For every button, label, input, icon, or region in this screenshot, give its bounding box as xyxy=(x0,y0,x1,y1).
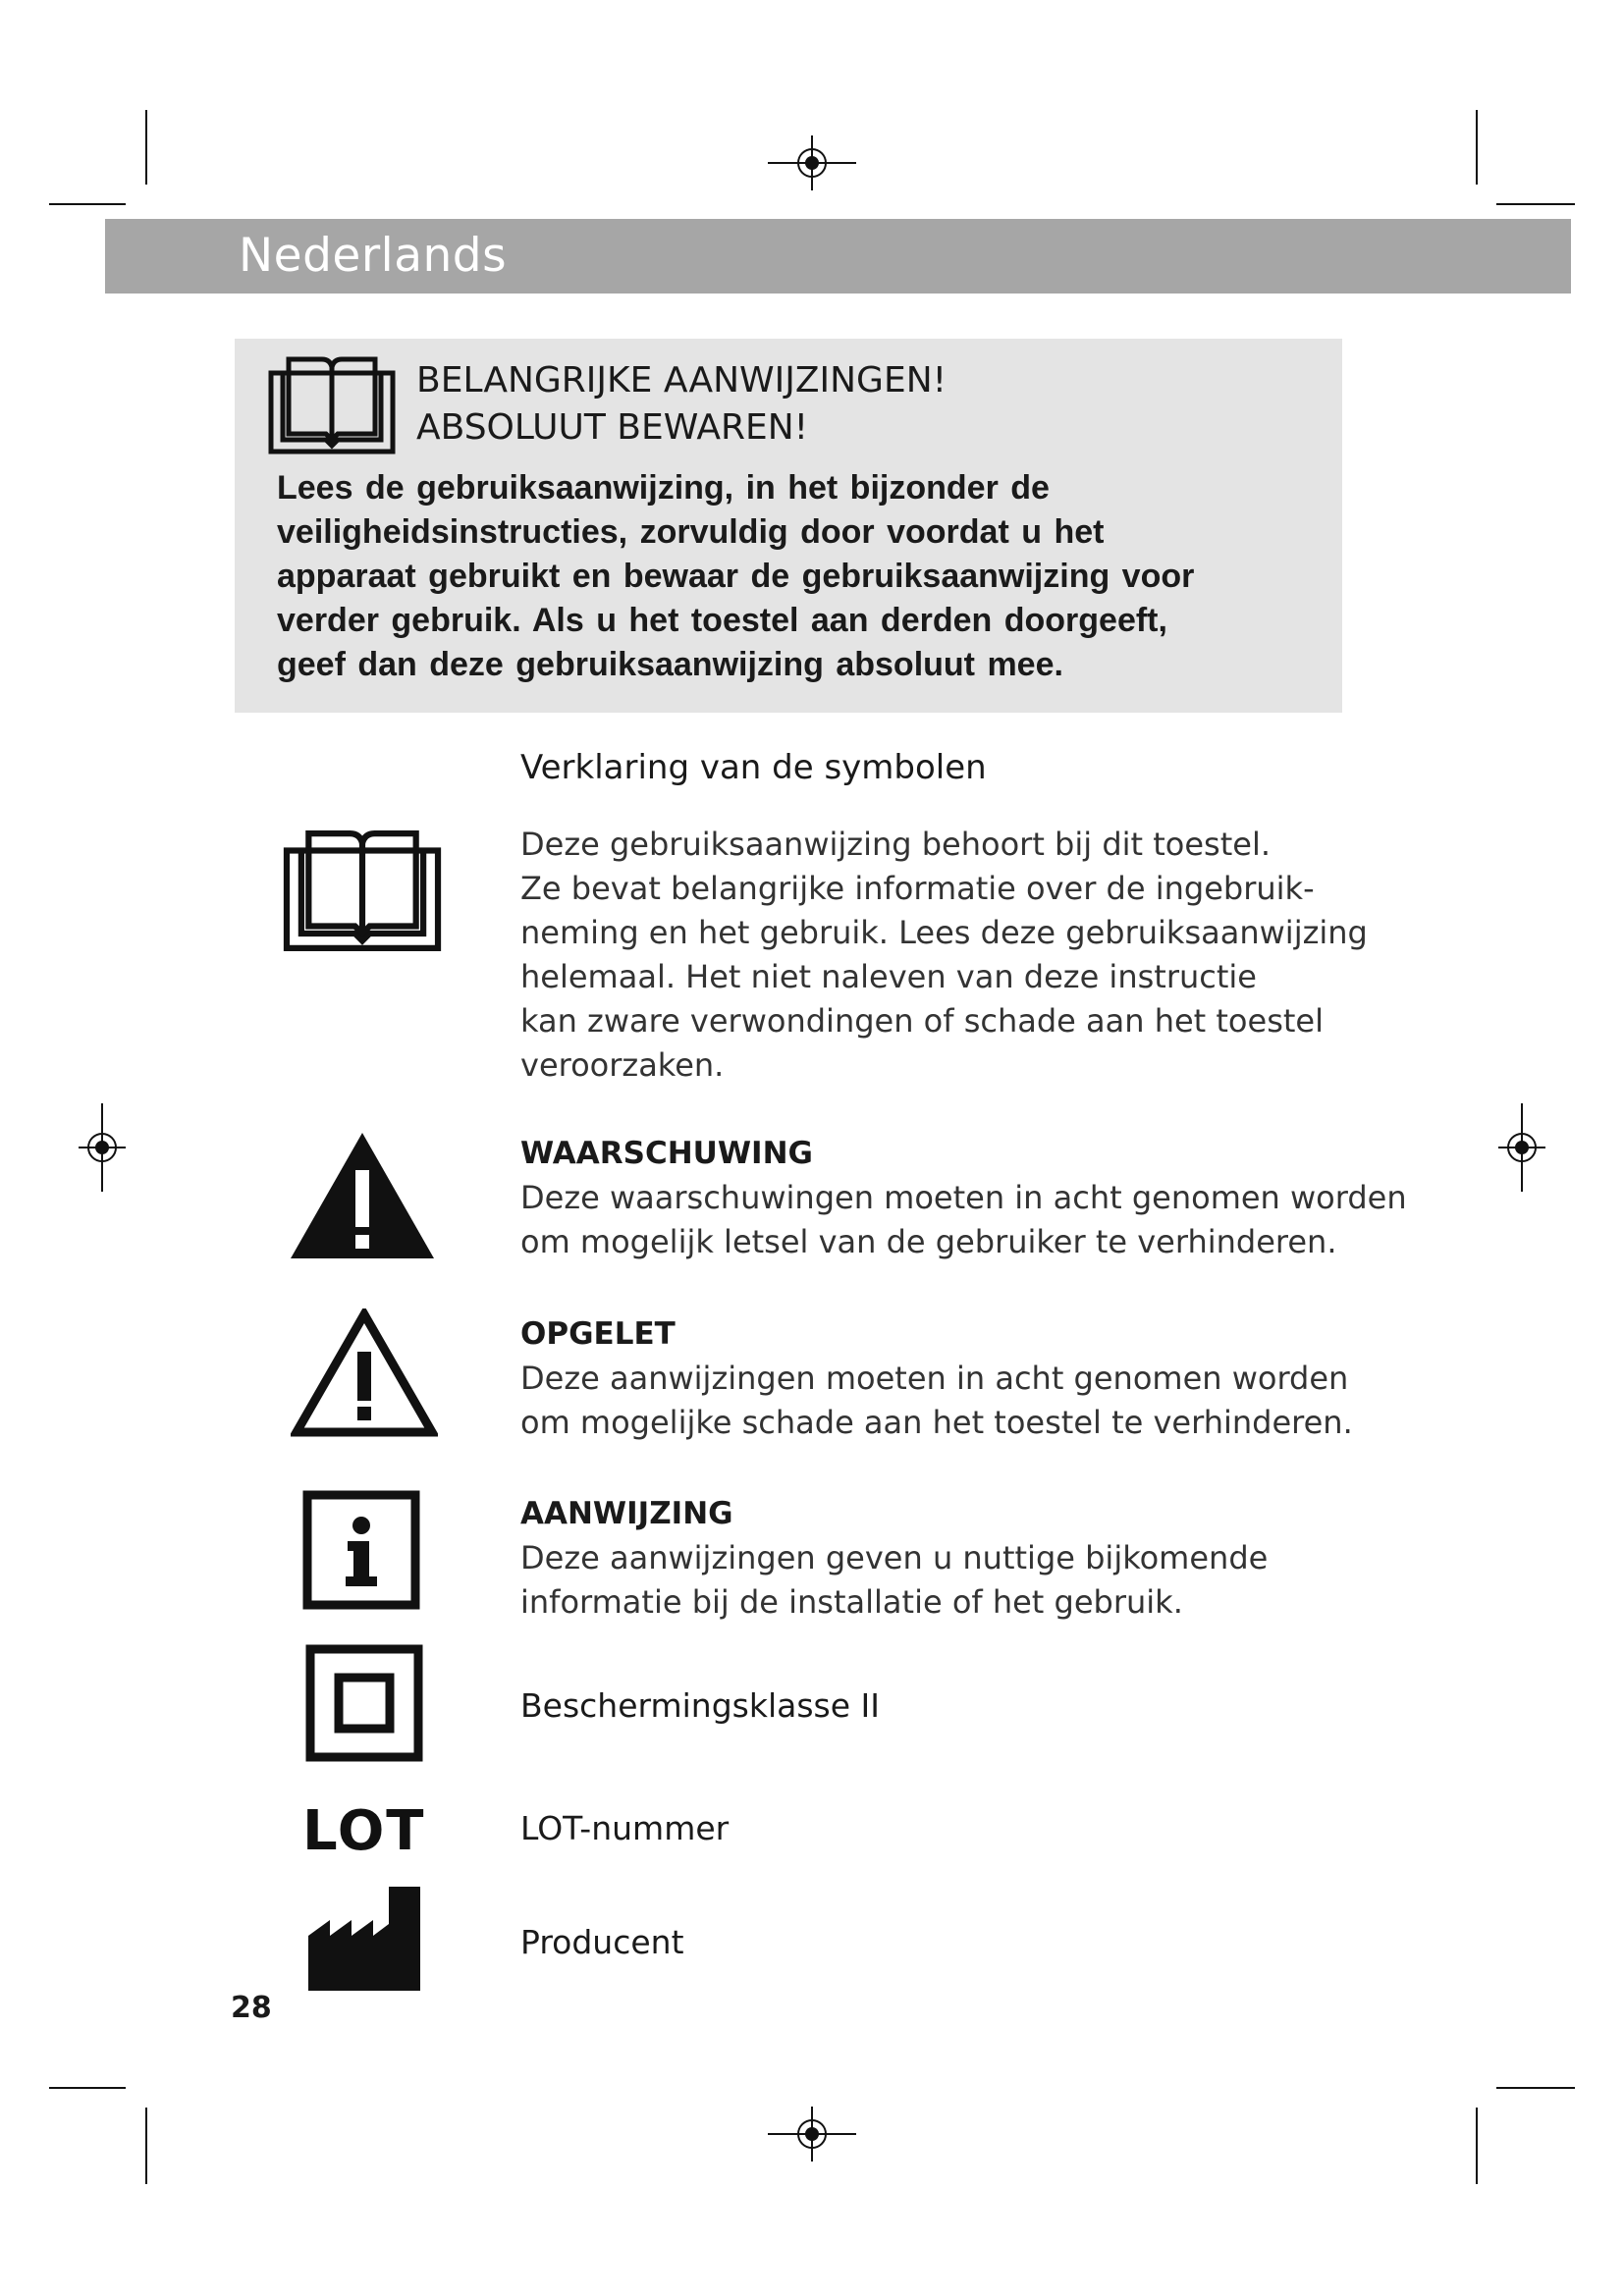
notice-body-line: Lees de gebruiksaanwijzing, in het bijzonder de xyxy=(277,469,1050,507)
warning-symbol-description xyxy=(520,1132,1407,1264)
protection-class-2-icon xyxy=(305,1644,423,1762)
notice-body-line: geef dan deze gebruiksaanwijzing absoluut mee. xyxy=(277,646,1063,683)
manual-symbol-description xyxy=(520,823,1368,1088)
notice-body-text xyxy=(277,466,1332,687)
manual-desc-line: helemaal. Het niet naleven van deze instructie xyxy=(520,958,1257,995)
caution-outline-icon xyxy=(291,1308,438,1438)
open-book-icon xyxy=(267,351,397,455)
caution-symbol-description xyxy=(520,1312,1353,1445)
notice-heading-line2: ABSOLUUT BEWAREN! xyxy=(416,407,809,448)
notice-heading-line1: BELANGRIJKE AANWIJZINGEN! xyxy=(416,360,947,400)
factory-icon xyxy=(306,1885,422,1993)
caution-desc-line: om mogelijke schade aan het toestel te verhinderen. xyxy=(520,1404,1353,1441)
manufacturer-label: Producent xyxy=(520,1923,684,1961)
warning-desc-line: om mogelijk letsel van de gebruiker te verhinderen. xyxy=(520,1223,1337,1260)
manual-desc-line: Deze gebruiksaanwijzing behoort bij dit toestel. xyxy=(520,826,1272,863)
protection-class-label: Beschermingsklasse II xyxy=(520,1686,880,1725)
notice-body-line: apparaat gebruikt en bewaar de gebruiksaanwijzing voor xyxy=(277,558,1195,595)
caution-heading: OPGELET xyxy=(520,1316,676,1352)
lot-number-label: LOT-nummer xyxy=(520,1809,730,1847)
manual-desc-line: Ze bevat belangrijke informatie over de ingebruik- xyxy=(520,870,1315,907)
note-desc-line: Deze aanwijzingen geven u nuttige bijkomende xyxy=(520,1539,1269,1576)
open-book-icon xyxy=(282,823,443,954)
notice-body-line: verder gebruik. Als u het toestel aan derden doorgeeft, xyxy=(277,602,1167,639)
notice-body-line: veiligheidsinstructies, zorvuldig door voordat u het xyxy=(277,513,1105,551)
symbols-section-title: Verklaring van de symbolen xyxy=(520,748,987,787)
warning-filled-icon xyxy=(289,1131,436,1260)
info-icon xyxy=(302,1490,420,1610)
manual-desc-line: neming en het gebruik. Lees deze gebruiksaanwijzing xyxy=(520,914,1368,951)
language-label: Nederlands xyxy=(239,229,508,283)
page-number: 28 xyxy=(231,1991,272,2025)
manual-desc-line: veroorzaken. xyxy=(520,1046,725,1084)
note-heading: AANWIJZING xyxy=(520,1496,733,1531)
note-desc-line: informatie bij de installatie of het gebruik. xyxy=(520,1583,1183,1621)
warning-desc-line: Deze waarschuwingen moeten in acht genomen worden xyxy=(520,1179,1407,1216)
warning-heading: WAARSCHUWING xyxy=(520,1136,813,1171)
notice-heading xyxy=(416,357,947,452)
lot-icon: LOT xyxy=(302,1799,426,1863)
caution-desc-line: Deze aanwijzingen moeten in acht genomen worden xyxy=(520,1360,1349,1397)
manual-desc-line: kan zware verwondingen of schade aan het toestel xyxy=(520,1002,1324,1040)
note-symbol-description xyxy=(520,1492,1268,1625)
